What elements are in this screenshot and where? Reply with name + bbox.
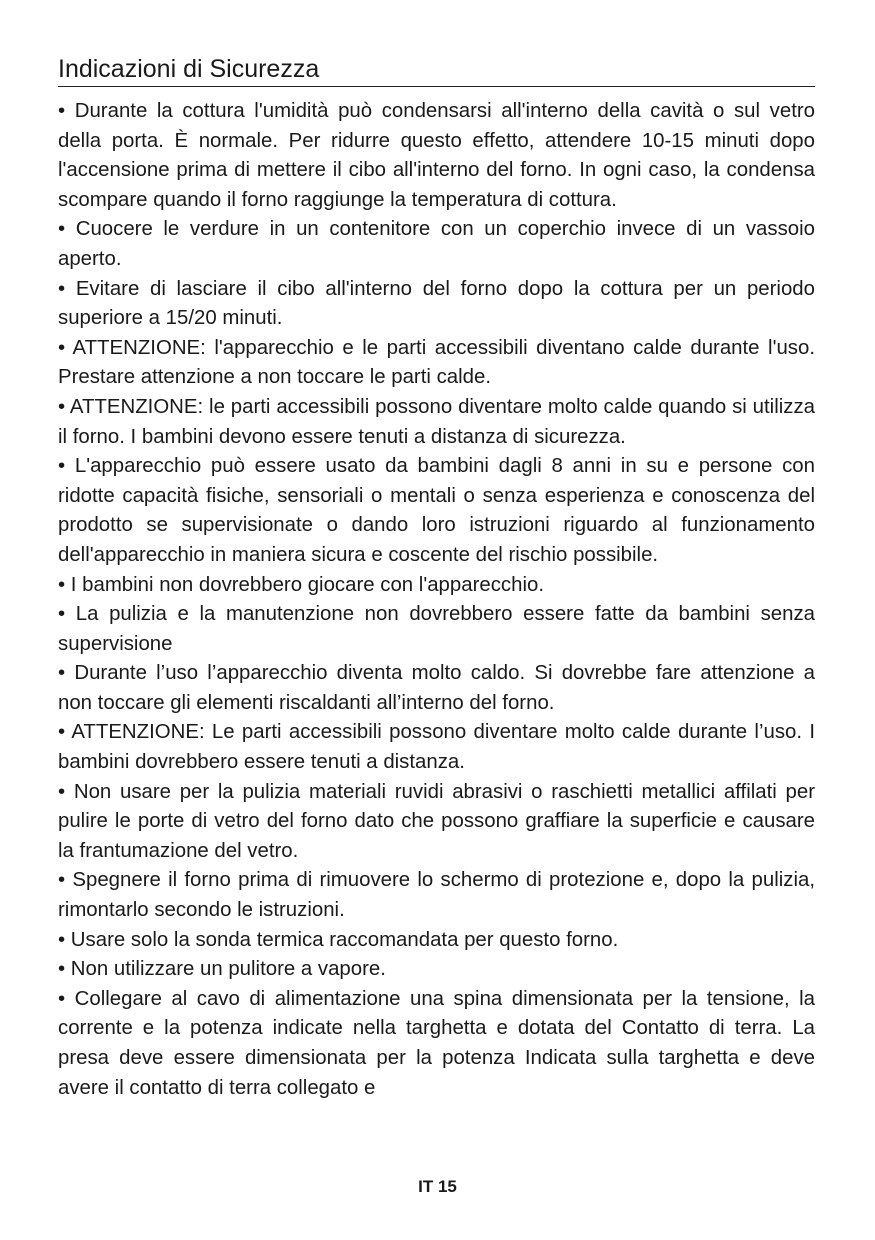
paragraph-children-play: • I bambini non dovrebbero giocare con l'apparecchio. (58, 573, 544, 596)
document-page (58, 54, 815, 1103)
paragraph-protection-screen: • Spegnere il forno prima di rimuovere lo schermo di protezione e, dopo la pulizia, rimontarlo secondo le istruzioni. (58, 869, 815, 922)
paragraph-warning-hot-parts: • ATTENZIONE: l'apparecchio e le parti accessibili diventano calde durante l'uso. Prestare attenzione a non toccare le parti calde. (58, 336, 815, 389)
paragraph-vegetables: • Cuocere le verdure in un contenitore con un coperchio invece di un vassoio aperto. (58, 218, 815, 270)
paragraph-steam-cleaner: • Non utilizzare un pulitore a vapore. (58, 958, 386, 981)
section-title: Indicazioni di Sicurezza (58, 54, 815, 87)
paragraph-warning-children-distance: • ATTENZIONE: le parti accessibili possono diventare molto calde quando si utilizza il forno. I bambini devono essere tenuti a distanza di sicurezza. (58, 395, 815, 448)
paragraph-thermal-probe: • Usare solo la sonda termica raccomandata per questo forno. (58, 928, 619, 951)
page-number: IT 15 (418, 1177, 457, 1196)
paragraph-condensation: • Durante la cottura l'umidità può condensarsi all'interno della cavità o sul vetro della porta. È normale. Per ridurre questo effetto, attendere 10-15 minuti dopo l'accensione prima di mettere il cibo all'interno del forno. In ogni caso, la condensa scompare quando il forno raggiunge la temperatura di cottura. (58, 100, 815, 211)
paragraph-cleaning-supervision: • La pulizia e la manutenzione non dovrebbero essere fatte da bambini senza supervisione (58, 603, 815, 655)
paragraph-leftover-food: • Evitare di lasciare il cibo all'interno del forno dopo la cottura per un periodo superiore a 15/20 minuti. (58, 277, 815, 330)
safety-instructions (58, 97, 815, 1103)
paragraph-power-plug: • Collegare al cavo di alimentazione una spina dimensionata per la tensione, la corrente e la potenza indicate nella targhetta e dotata del Contatto di terra. La presa deve essere dimensionata per la potenza Indicata sulla targhetta e deve avere il contatto di terra collegato e (58, 987, 815, 1099)
paragraph-warning-accessible-parts: • ATTENZIONE: Le parti accessibili possono diventare molto calde durante l’uso. I bambini dovrebbero essere tenuti a distanza. (58, 721, 815, 774)
paragraph-heating-elements: • Durante l’uso l’apparecchio diventa molto caldo. Si dovrebbe fare attenzione a non toccare gli elementi riscaldanti all’interno del forno. (58, 662, 815, 714)
paragraph-abrasive-cleaners: • Non usare per la pulizia materiali ruvidi abrasivi o raschietti metallici affilati per pulire le porte di vetro del forno dato che possono graffiare la superficie e causare la frantumazione del vetro. (58, 780, 815, 862)
paragraph-children-usage: • L'apparecchio può essere usato da bambini dagli 8 anni in su e persone con ridotte capacità fisiche, sensoriali o mentali o senza esperienza e conoscenza del prodotto se supervisionate o dando loro istruzioni riguardo al funzionamento dell'apparecchio in maniera sicura e coscente del rischio possibile. (58, 455, 815, 566)
